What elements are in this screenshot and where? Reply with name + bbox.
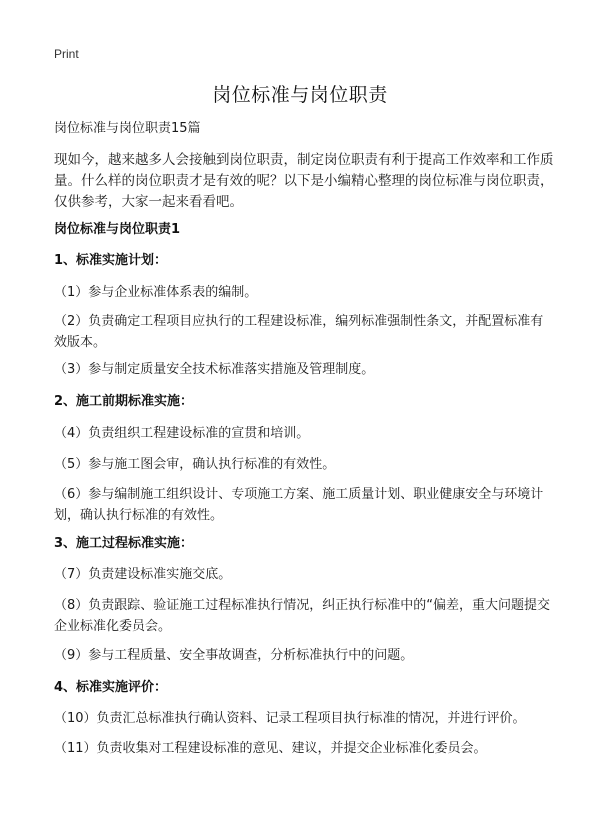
section-heading: 4、标准实施评价： <box>54 680 168 695</box>
list-item: （7）负责建设标准实施交底。 <box>54 567 232 582</box>
list-item: （5）参与施工图会审，确认执行标准的有效性。 <box>54 457 336 472</box>
document-subtitle: 岗位标准与岗位职责15篇 <box>54 121 201 136</box>
page-title: 岗位标准与岗位职责 <box>212 84 388 106</box>
section-heading: 3、施工过程标准实施： <box>54 536 194 551</box>
list-item: （4）负责组织工程建设标准的宣贯和培训。 <box>54 426 310 441</box>
list-item: （9）参与工程质量、安全事故调查，分析标准执行中的问题。 <box>54 648 414 663</box>
section-heading: 1、标准实施计划： <box>54 253 168 268</box>
section-heading: 2、施工前期标准实施： <box>54 394 194 409</box>
list-item: （1）参与企业标准体系表的编制。 <box>54 285 258 300</box>
list-item: （6）参与编制施工组织设计、专项施工方案、施工质量计划、职业健康安全与环境计划，确认执行标准的有效性。 <box>54 487 544 523</box>
section-title: 岗位标准与岗位职责1 <box>54 222 181 237</box>
list-item: （11）负责收集对工程建设标准的意见、建议，并提交企业标准化委员会。 <box>54 741 487 756</box>
list-item: （10）负责汇总标准执行确认资料、记录工程项目执行标准的情况，并进行评价。 <box>54 711 526 726</box>
intro-paragraph: 现如今，越来越多人会接触到岗位职责，制定岗位职责有利于提高工作效率和工作质量。什么样的岗位职责才是有效的呢？以下是小编精心整理的岗位标准与岗位职责，仅供参考，大家一起来看看吧。 <box>54 152 554 210</box>
list-item: （8）负责跟踪、验证施工过程标准执行情况，纠正执行标准中的“偏差，重大问题提交企业标准化委员会。 <box>54 598 551 634</box>
list-item: （2）负责确定工程项目应执行的工程建设标准，编列标准强制性条文，并配置标准有效版本。 <box>54 314 544 350</box>
print-label: Print <box>54 47 79 61</box>
list-item: （3）参与制定质量安全技术标准落实措施及管理制度。 <box>54 362 375 377</box>
